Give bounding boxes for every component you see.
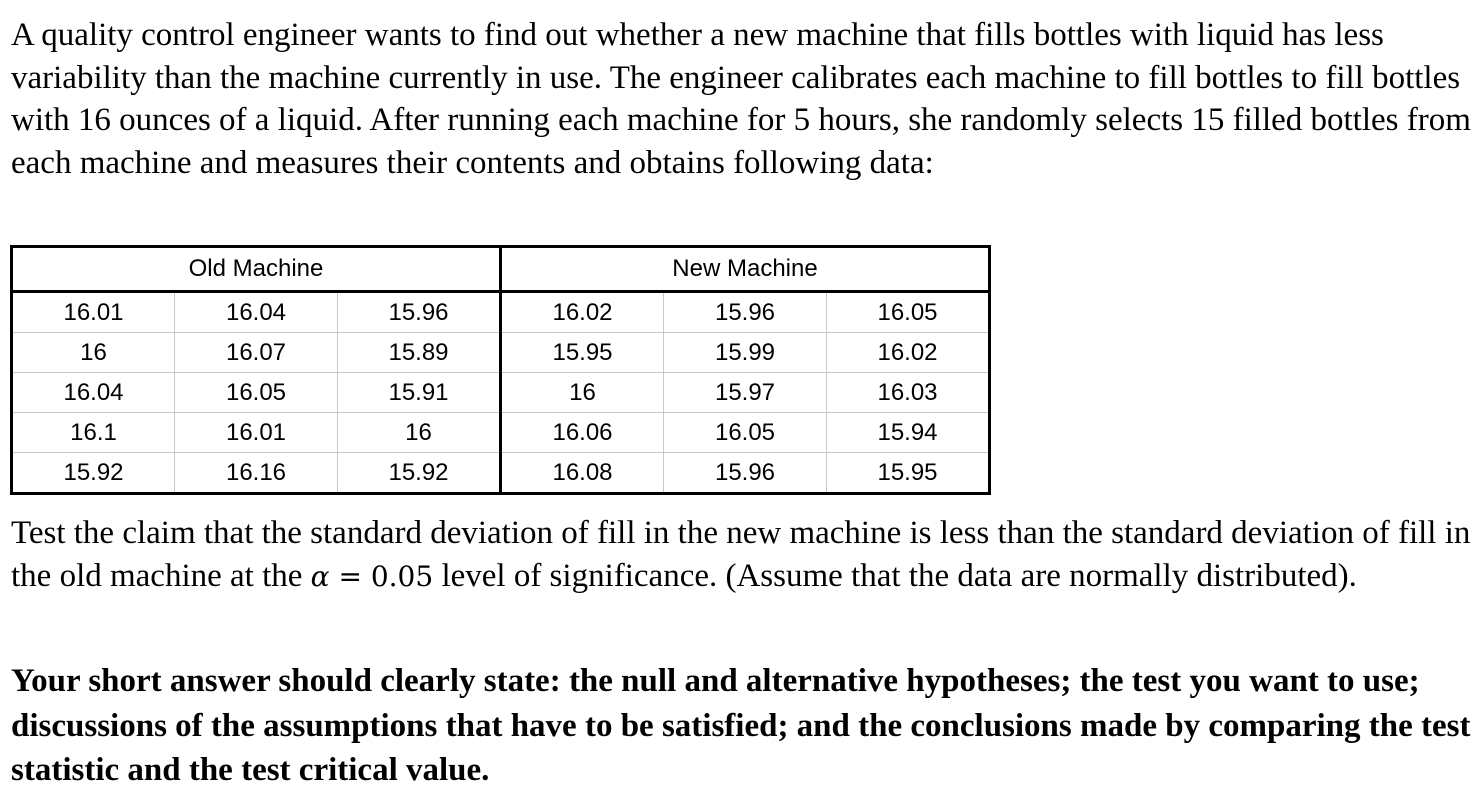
table-cell: 16.04 [175, 292, 338, 333]
table-cell: 16.05 [827, 292, 990, 333]
table-cell: 16.06 [501, 413, 664, 453]
claim-text-after: level of significance. (Assume that the data are normally distributed). [433, 557, 1357, 594]
table-cell: 15.96 [664, 453, 827, 494]
table-cell: 16.07 [175, 333, 338, 373]
table-cell: 16 [501, 373, 664, 413]
claim-text-before: Test the claim that the standard deviation of fill in the new machine is less than the standard deviation of fill in the old machine at the [11, 515, 1471, 594]
table-cell: 15.95 [501, 333, 664, 373]
problem-intro: A quality control engineer wants to find out whether a new machine that fills bottles with liquid has less variability than the machine currently in use. The engineer calibrates each machine to fill bottles to fill bottles with 16 ounces of a liquid. After running each machine for 5 hours, she randomly selects 15 filled bottles from each machine and measures their contents and obtains following data: [11, 17, 1471, 181]
table-cell: 15.92 [12, 453, 175, 494]
table-cell: 16.02 [501, 292, 664, 333]
old-machine-header: Old Machine [12, 247, 501, 292]
table-cell: 16.01 [12, 292, 175, 333]
alpha-symbol: α [310, 559, 330, 593]
table-cell: 15.97 [664, 373, 827, 413]
fill-data-table [10, 245, 991, 495]
table-row [12, 373, 990, 413]
table-cell: 16 [338, 413, 501, 453]
table-cell: 16.16 [175, 453, 338, 494]
table-row [12, 453, 990, 494]
table-cell: 16.03 [827, 373, 990, 413]
table-cell: 15.91 [338, 373, 501, 413]
table-cell: 15.95 [827, 453, 990, 494]
table-header-row [12, 247, 990, 292]
table-cell: 15.96 [664, 292, 827, 333]
table-cell: 16.08 [501, 453, 664, 494]
table-row [12, 292, 990, 333]
table-row [12, 413, 990, 453]
table-row [12, 333, 990, 373]
table-cell: 15.94 [827, 413, 990, 453]
answer-instructions: Your short answer should clearly state: the null and alternative hypotheses; the test you want to use; discussions of the assumptions that have to be satisfied; and the conclusions made by comparing the test statistic and the test critical value. [11, 663, 1471, 788]
table-cell: 16.01 [175, 413, 338, 453]
table-cell: 16.05 [664, 413, 827, 453]
alpha-value: 0.05 [370, 559, 434, 593]
equals-sign: = [329, 559, 371, 593]
table-cell: 16.1 [12, 413, 175, 453]
table-cell: 15.89 [338, 333, 501, 373]
new-machine-header: New Machine [501, 247, 990, 292]
table-cell: 15.99 [664, 333, 827, 373]
table-cell: 16.05 [175, 373, 338, 413]
table-cell: 16.04 [12, 373, 175, 413]
claim-paragraph [11, 512, 1471, 598]
table-cell: 16 [12, 333, 175, 373]
table-cell: 16.02 [827, 333, 990, 373]
table-cell: 15.96 [338, 292, 501, 333]
table-cell: 15.92 [338, 453, 501, 494]
